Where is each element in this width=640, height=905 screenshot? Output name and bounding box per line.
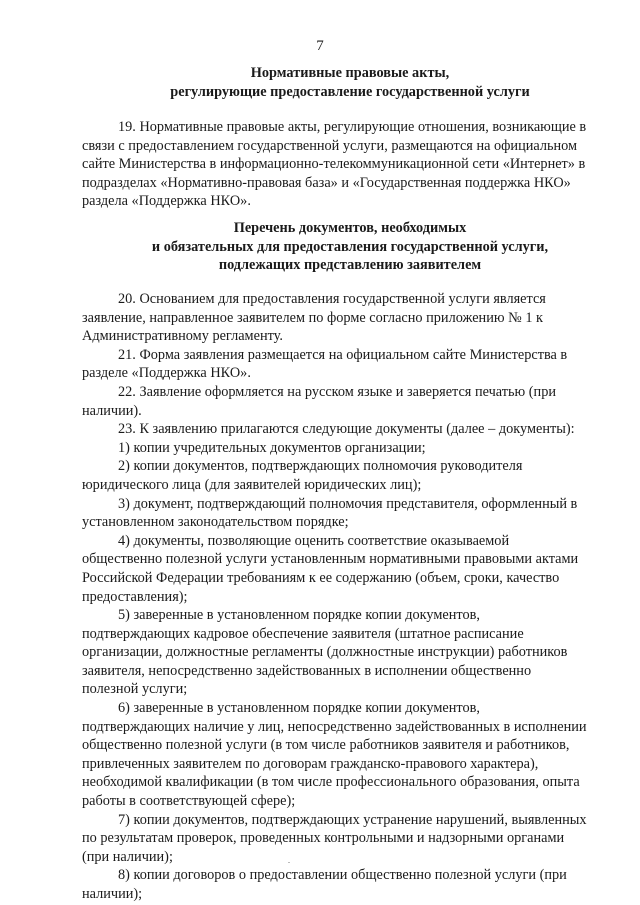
text-line: предоставления); — [82, 588, 188, 605]
section-body-normative-acts — [82, 118, 612, 211]
text-line: подтверждающих наличие у лиц, непосредственно задействованных в исполнении — [82, 718, 587, 735]
list-item-6 — [82, 699, 612, 811]
text-line: 7) копии документов, подтверждающих устранение нарушений, выявленных — [118, 811, 587, 828]
heading-line: регулирующие предоставление государственной услуги — [170, 83, 530, 100]
text-line: наличии). — [82, 402, 142, 419]
text-line: (при наличии); — [82, 848, 173, 865]
text-line: полезной услуги; — [82, 681, 188, 698]
text-line: Российской Федерации требованиям к ее содержанию (объем, сроки, качество — [82, 569, 560, 586]
text-line: установленном законодательством порядке; — [82, 514, 349, 531]
text-line: 23. К заявлению прилагаются следующие документы (далее – документы): — [118, 421, 575, 438]
text-line: 3) документ, подтверждающий полномочия представителя, оформленный в — [118, 495, 578, 512]
text-line: общественно полезной услуги установленным нормативными правовыми актами — [82, 551, 579, 568]
paragraph-22 — [82, 383, 612, 420]
text-line: 8) копии договоров о предоставлении общественно полезной услуги (при — [118, 867, 567, 884]
text-line: Административному регламенту. — [82, 328, 283, 345]
text-line: заявителя, непосредственно задействованных в исполнении общественно — [82, 662, 532, 679]
text-line: сайте Министерства в информационно-телекоммуникационной сети «Интернет» в — [82, 156, 586, 173]
list-item-1 — [82, 439, 612, 458]
text-line: 22. Заявление оформляется на русском языке и заверяется печатью (при — [118, 383, 556, 400]
text-line: разделе «Поддержка НКО». — [82, 365, 251, 382]
paragraph-23 — [82, 420, 612, 439]
heading-line: и обязательных для предоставления государственной услуги, — [151, 238, 549, 255]
text-line: необходимой квалификации (в том числе профессионального образования, опыта — [82, 774, 580, 791]
text-line: 4) документы, позволяющие оценить соответствие оказываемой — [118, 532, 510, 549]
text-line: заявление, направленное заявителем по форме согласно приложению № 1 к — [82, 309, 543, 326]
page-number: 7 — [316, 38, 324, 54]
paragraph-19 — [82, 118, 612, 211]
list-item-4 — [82, 532, 612, 606]
text-line: 1) копии учредительных документов организации; — [118, 439, 426, 456]
heading-line: подлежащих представлению заявителем — [218, 257, 482, 273]
text-line: 19. Нормативные правовые акты, регулирующие отношения, возникающие в — [118, 119, 587, 135]
paragraph-21 — [82, 346, 612, 383]
text-line: организации, должностные регламенты (должностные инструкции) работников — [82, 644, 568, 661]
heading-line: Перечень документов, необходимых — [233, 220, 467, 236]
text-line: юридического лица (для заявителей юридических лиц); — [82, 476, 422, 493]
section-heading-documents-list — [70, 219, 630, 275]
text-line: наличии); — [82, 886, 143, 902]
text-line: подразделах «Нормативно-правовая база» и «Государственная поддержка НКО» — [82, 174, 571, 191]
list-item-3 — [82, 495, 612, 532]
scan-speck — [288, 862, 290, 863]
text-line: 6) заверенные в установленном порядке копии документов, — [118, 700, 480, 717]
text-line: по результатам проверок, проведенных контрольными и надзорными органами — [82, 830, 565, 847]
text-line: раздела «Поддержка НКО». — [82, 193, 251, 210]
list-item-7 — [82, 811, 612, 867]
text-line: 21. Форма заявления размещается на официальном сайте Министерства в — [118, 346, 568, 363]
text-line: связи с предоставлением государственной услуги, размещаются на официальном — [82, 137, 578, 154]
text-line: привлеченных заявителем по договорам гражданско-правового характера), — [82, 755, 539, 772]
heading-line: Нормативные правовые акты, — [250, 65, 450, 81]
text-line: общественно полезной услуги (в том числе работников заявителя и работников, — [82, 737, 570, 754]
section-heading-normative-acts — [70, 64, 630, 101]
section-body-documents-list — [82, 290, 612, 904]
text-line: 20. Основанием для предоставления государственной услуги является — [118, 291, 546, 307]
text-line: работы в соответствующей сфере); — [82, 793, 296, 810]
text-line: 5) заверенные в установленном порядке копии документов, — [118, 607, 480, 624]
text-line: 2) копии документов, подтверждающих полномочия руководителя — [118, 458, 523, 475]
list-item-5 — [82, 606, 612, 699]
paragraph-20 — [82, 290, 612, 346]
text-line: подтверждающих кадровое обеспечение заявителя (штатное расписание — [82, 625, 524, 642]
list-item-2 — [82, 457, 612, 494]
list-item-8 — [82, 866, 612, 903]
